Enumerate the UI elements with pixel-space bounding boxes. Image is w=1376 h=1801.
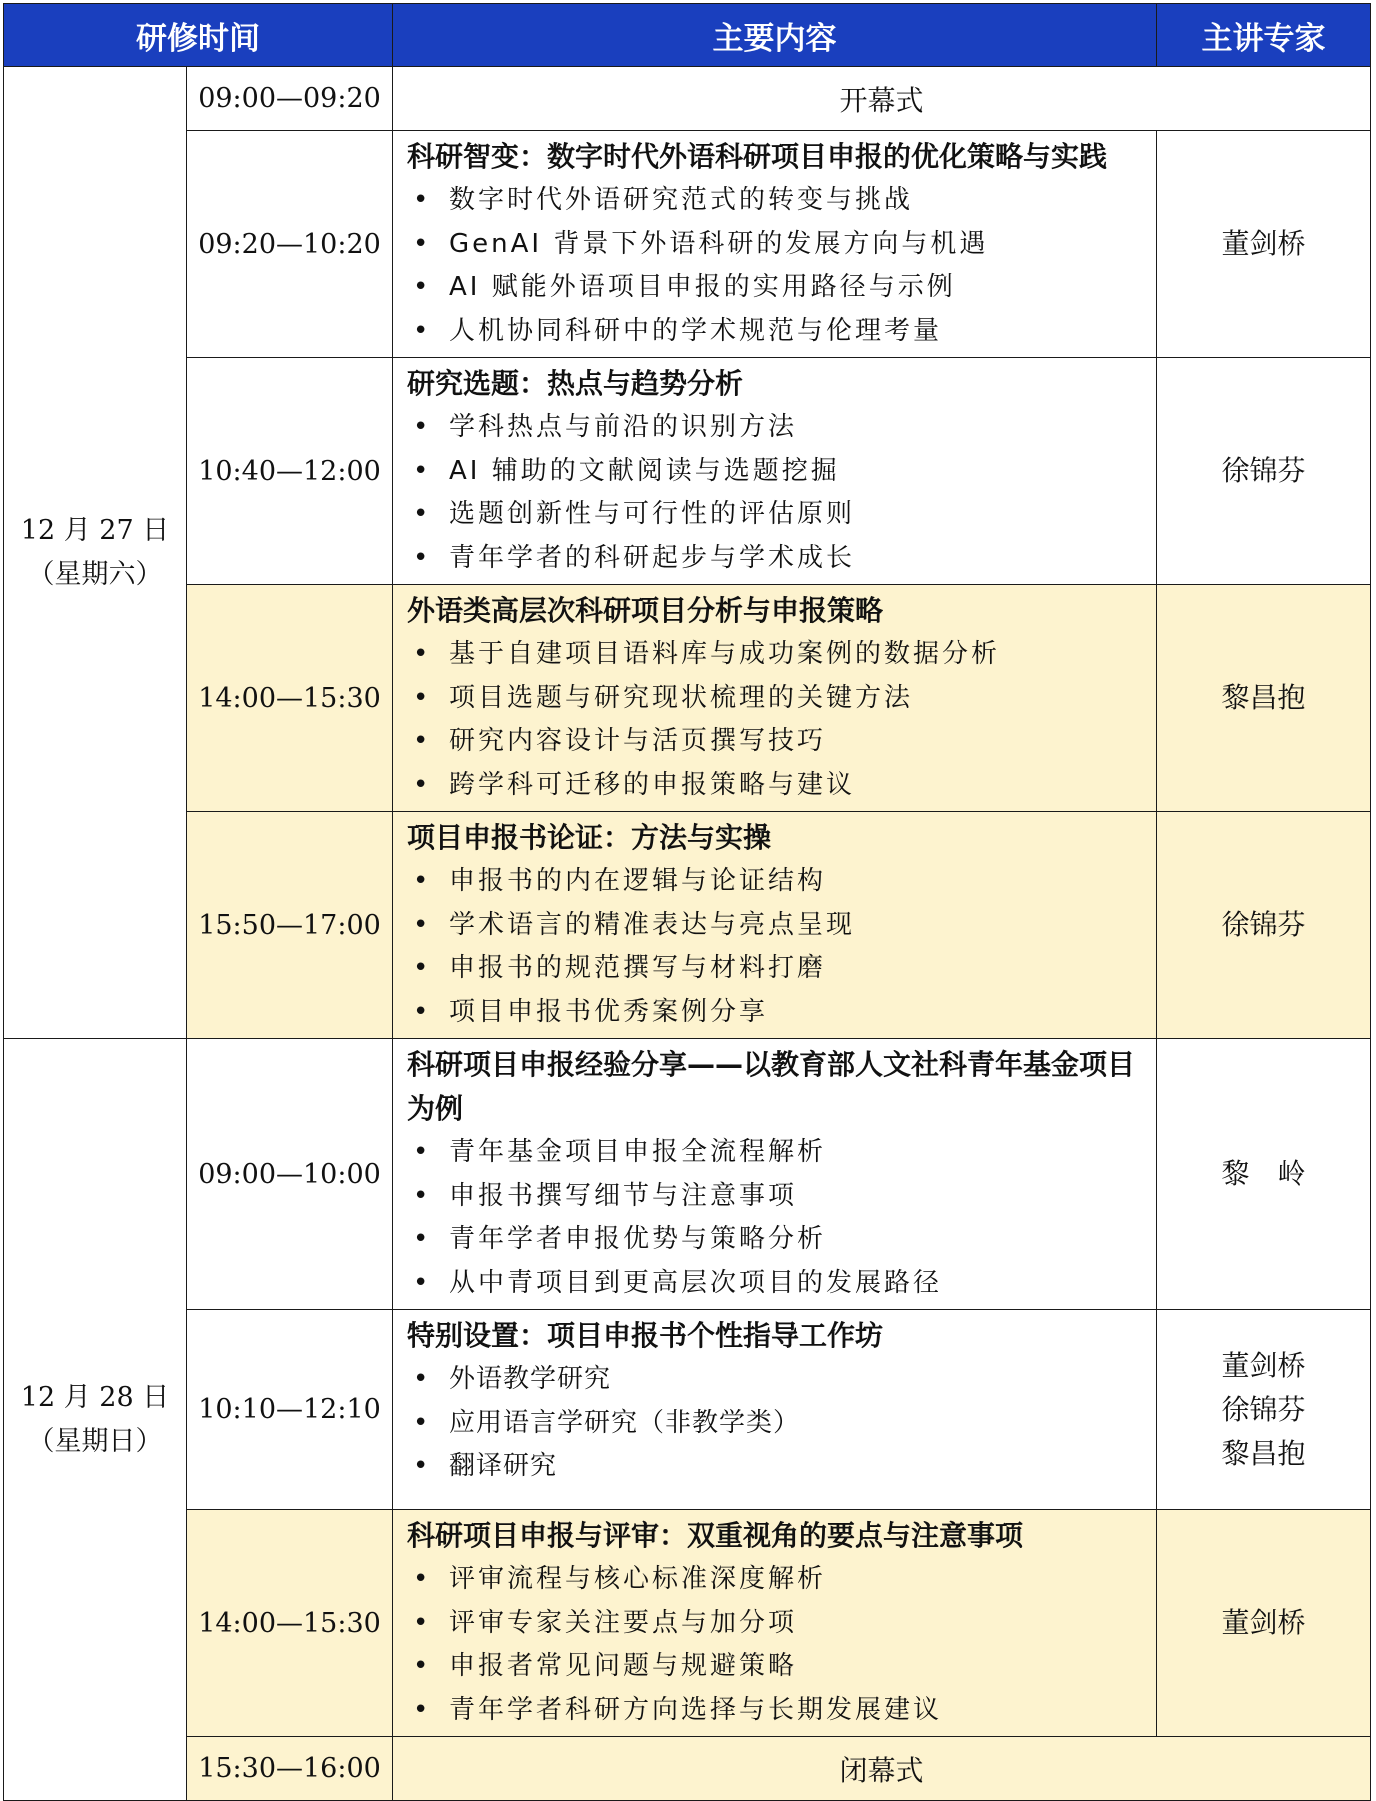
list-item	[407, 1262, 1142, 1306]
topic-list	[407, 406, 1142, 580]
list-item	[407, 860, 1142, 904]
schedule-table-wrapper	[3, 3, 1370, 1801]
session-time: 10:40—12:00	[187, 358, 393, 585]
list-item	[407, 1131, 1142, 1175]
bullet-icon: •	[413, 996, 429, 1027]
bullet-icon: •	[413, 1651, 429, 1681]
bullet-icon: •	[413, 412, 429, 442]
table-row	[4, 67, 1371, 131]
topic-text: 青年学者科研方向选择与长期发展建议	[449, 1694, 943, 1725]
table-row	[4, 358, 1371, 585]
header-content: 主要内容	[393, 4, 1157, 67]
session-experts	[1157, 1310, 1371, 1510]
bullet-icon: •	[413, 1364, 429, 1394]
session-content	[393, 1310, 1157, 1510]
day-date: 12 月 27 日	[20, 514, 170, 546]
bullet-icon: •	[413, 185, 429, 215]
topic-text: 申报者常见问题与规避策略	[449, 1651, 798, 1681]
list-item	[407, 1358, 1142, 1402]
list-item	[407, 1602, 1142, 1646]
table-row	[4, 1310, 1371, 1510]
list-item	[407, 179, 1142, 223]
list-item	[407, 310, 1142, 354]
session-title: 研究选题：热点与趋势分析	[407, 367, 744, 400]
expert-name: 黎昌抱	[1221, 1436, 1306, 1470]
list-item	[407, 1218, 1142, 1262]
header-row	[4, 4, 1371, 67]
bullet-icon: •	[413, 1451, 429, 1481]
table-row	[4, 1737, 1371, 1801]
list-item	[407, 450, 1142, 494]
session-expert: 黎昌抱	[1157, 585, 1371, 812]
session-expert: 黎 岭	[1157, 1039, 1371, 1310]
topic-text: 外语教学研究	[449, 1364, 612, 1394]
session-content	[393, 1510, 1157, 1737]
bullet-icon: •	[413, 639, 429, 669]
session-time: 15:50—17:00	[187, 812, 393, 1039]
topic-text: 从中青项目到更高层次项目的发展路径	[449, 1267, 943, 1298]
session-time: 10:10—12:10	[187, 1310, 393, 1510]
topic-text: GenAI 背景下外语科研的发展方向与机遇	[449, 228, 989, 259]
session-time: 09:20—10:20	[187, 131, 393, 358]
table-row	[4, 585, 1371, 812]
session-title: 特别设置：项目申报书个性指导工作坊	[407, 1319, 884, 1352]
list-item	[407, 537, 1142, 581]
bullet-icon: •	[413, 1694, 429, 1725]
list-item	[407, 947, 1142, 991]
list-item	[407, 991, 1142, 1035]
session-time: 09:00—09:20	[187, 67, 393, 131]
topic-text: 数字时代外语研究范式的转变与挑战	[449, 185, 914, 215]
table-row	[4, 1039, 1371, 1310]
bullet-icon: •	[413, 1607, 429, 1638]
day-weekday: （星期六）	[27, 558, 163, 590]
session-title: 项目申报书论证：方法与实操	[407, 821, 772, 854]
topic-list	[407, 1131, 1142, 1305]
topic-text: 选题创新性与可行性的评估原则	[449, 499, 856, 529]
list-item	[407, 1175, 1142, 1219]
topic-text: AI 辅助的文献阅读与选题挖掘	[449, 455, 840, 486]
table-row	[4, 131, 1371, 358]
topic-list	[407, 1358, 1142, 1489]
list-item	[407, 677, 1142, 721]
bullet-icon: •	[413, 682, 429, 713]
list-item	[407, 1402, 1142, 1446]
bullet-icon: •	[413, 1137, 429, 1167]
session-time: 15:30—16:00	[187, 1737, 393, 1801]
topic-text: 跨学科可迁移的申报策略与建议	[449, 769, 856, 800]
session-time: 14:00—15:30	[187, 585, 393, 812]
list-item	[407, 1689, 1142, 1733]
bullet-icon: •	[413, 315, 429, 346]
list-item	[407, 493, 1142, 537]
topic-text: 学术语言的精准表达与亮点呈现	[449, 909, 856, 940]
session-expert: 徐锦芬	[1157, 358, 1371, 585]
topic-text: 申报书的规范撰写与材料打磨	[449, 953, 827, 983]
closing-ceremony: 闭幕式	[393, 1737, 1371, 1801]
bullet-icon: •	[413, 1407, 429, 1438]
topic-text: 研究内容设计与活页撰写技巧	[449, 726, 827, 756]
list-item	[407, 266, 1142, 310]
topic-list	[407, 1558, 1142, 1732]
bullet-icon: •	[413, 272, 429, 302]
schedule-table	[3, 3, 1371, 1801]
day-date-cell	[4, 67, 187, 1039]
list-item	[407, 1558, 1142, 1602]
table-row	[4, 1510, 1371, 1737]
bullet-icon: •	[413, 909, 429, 940]
topic-text: 学科热点与前沿的识别方法	[449, 412, 798, 442]
topic-text: 青年学者申报优势与策略分析	[449, 1224, 827, 1254]
topic-text: 评审专家关注要点与加分项	[449, 1607, 798, 1638]
list-item	[407, 633, 1142, 677]
bullet-icon: •	[413, 1267, 429, 1298]
bullet-icon: •	[413, 542, 429, 573]
topic-text: 评审流程与核心标准深度解析	[449, 1564, 827, 1594]
bullet-icon: •	[413, 455, 429, 486]
topic-text: 人机协同科研中的学术规范与伦理考量	[449, 315, 943, 346]
opening-ceremony: 开幕式	[393, 67, 1371, 131]
session-time: 09:00—10:00	[187, 1039, 393, 1310]
day-date-cell	[4, 1039, 187, 1801]
session-content	[393, 131, 1157, 358]
list-item	[407, 223, 1142, 267]
session-expert: 徐锦芬	[1157, 812, 1371, 1039]
bullet-icon: •	[413, 1224, 429, 1254]
list-item	[407, 406, 1142, 450]
list-item	[407, 1645, 1142, 1689]
bullet-icon: •	[413, 953, 429, 983]
bullet-icon: •	[413, 1180, 429, 1211]
header-time: 研修时间	[4, 4, 393, 67]
session-content	[393, 358, 1157, 585]
session-content	[393, 1039, 1157, 1310]
session-title: 外语类高层次科研项目分析与申报策略	[407, 594, 884, 627]
day-date: 12 月 28 日	[20, 1381, 170, 1413]
topic-text: 申报书的内在逻辑与论证结构	[449, 866, 827, 896]
topic-text: 青年学者的科研起步与学术成长	[449, 542, 856, 573]
topic-text: AI 赋能外语项目申报的实用路径与示例	[449, 272, 956, 302]
topic-list	[407, 179, 1142, 353]
session-content	[393, 585, 1157, 812]
list-item	[407, 720, 1142, 764]
expert-name: 徐锦芬	[1221, 1392, 1306, 1426]
session-title: 科研项目申报与评审：双重视角的要点与注意事项	[407, 1519, 1024, 1552]
bullet-icon: •	[413, 866, 429, 896]
topic-text: 项目选题与研究现状梳理的关键方法	[449, 682, 914, 713]
session-title: 科研智变：数字时代外语科研项目申报的优化策略与实践	[407, 140, 1108, 173]
session-expert: 董剑桥	[1157, 131, 1371, 358]
session-content	[393, 812, 1157, 1039]
topic-text: 应用语言学研究（非教学类）	[449, 1407, 801, 1438]
topic-text: 青年基金项目申报全流程解析	[449, 1137, 827, 1167]
session-expert: 董剑桥	[1157, 1510, 1371, 1737]
bullet-icon: •	[413, 726, 429, 756]
day-weekday: （星期日）	[27, 1425, 163, 1457]
topic-list	[407, 860, 1142, 1034]
bullet-icon: •	[413, 1564, 429, 1594]
bullet-icon: •	[413, 499, 429, 529]
topic-list	[407, 633, 1142, 807]
header-expert: 主讲专家	[1157, 4, 1371, 67]
bullet-icon: •	[413, 228, 429, 259]
topic-text: 翻译研究	[449, 1451, 558, 1481]
bullet-icon: •	[413, 769, 429, 800]
table-row	[4, 812, 1371, 1039]
list-item	[407, 1445, 1142, 1489]
list-item	[407, 764, 1142, 808]
topic-text: 基于自建项目语料库与成功案例的数据分析	[449, 639, 1001, 669]
topic-text: 项目申报书优秀案例分享	[449, 996, 769, 1027]
topic-text: 申报书撰写细节与注意事项	[449, 1180, 798, 1211]
session-title: 科研项目申报经验分享——以教育部人文社科青年基金项目为例	[407, 1048, 1136, 1125]
expert-name: 董剑桥	[1221, 1348, 1306, 1382]
list-item	[407, 904, 1142, 948]
session-time: 14:00—15:30	[187, 1510, 393, 1737]
